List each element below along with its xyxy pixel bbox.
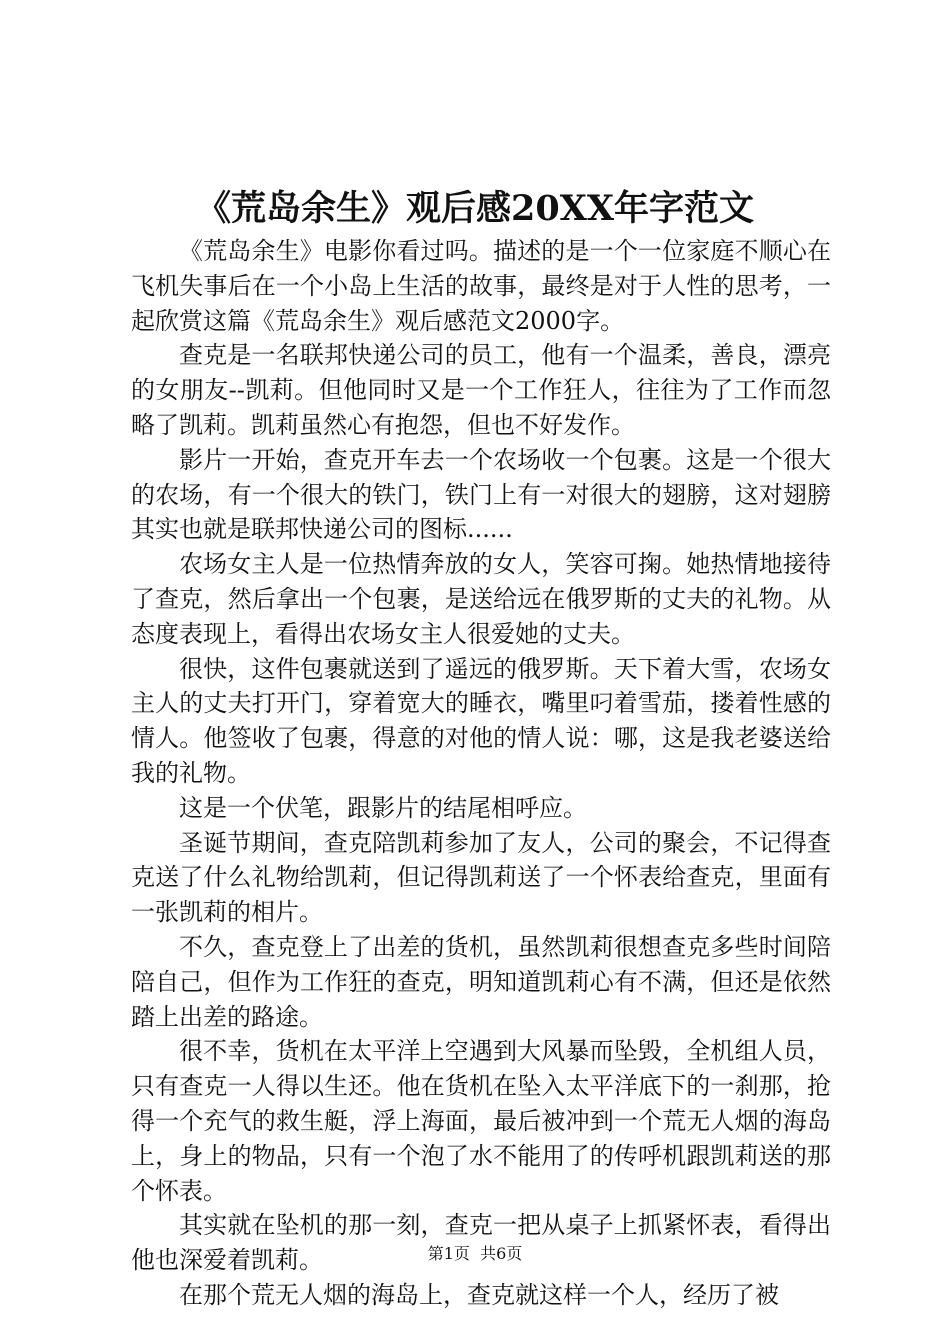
paragraph: 农场女主人是一位热情奔放的女人，笑容可掬。她热情地接待了查克，然后拿出一个包裹，是送给远在俄罗斯的丈夫的礼物。从态度表现上，看得出农场女主人很爱她的丈夫。 xyxy=(131,550,831,648)
paragraph: 不久，查克登上了出差的货机，虽然凯莉很想查克多些时间陪陪自己，但作为工作狂的查克，明知道凯莉心有不满，但还是依然踏上出差的路途。 xyxy=(131,932,831,1031)
paragraph: 在那个荒无人烟的海岛上，查克就这样一个人，经历了被 xyxy=(179,1280,779,1309)
page-total: 共6页 xyxy=(480,1244,523,1263)
page-footer xyxy=(0,1242,950,1266)
paragraph: 圣诞节期间，查克陪凯莉参加了友人，公司的聚会，不记得查克送了什么礼物给凯莉，但记得凯莉送了一个怀表给查克，里面有一张凯莉的相片。 xyxy=(131,828,831,927)
paragraph: 其实就在坠机的那一刻，查克一把从桌子上抓紧怀表，看得出他也深爱着凯莉。 xyxy=(131,1211,831,1275)
paragraph: 这是一个伏笔，跟影片的结尾相呼应。 xyxy=(179,793,587,822)
document-body xyxy=(131,234,831,1313)
page-number: 第1页 xyxy=(427,1244,470,1263)
document-title: 《荒岛余生》观后感20XX年字范文 xyxy=(195,188,755,229)
paragraph: 影片一开始，查克开车去一个农场收一个包裹。这是一个很大的农场，有一个很大的铁门，铁门上有一对很大的翅膀，这对翅膀其实也就是联邦快递公司的图标...... xyxy=(131,445,831,544)
paragraph: 查克是一名联邦快递公司的员工，他有一个温柔，善良，漂亮的女朋友--凯莉。但他同时又是一个工作狂人，往往为了工作而忽略了凯莉。凯莉虽然心有抱怨，但也不好发作。 xyxy=(131,341,831,439)
paragraph: 《荒岛余生》电影你看过吗。描述的是一个一位家庭不顺心在飞机失事后在一个小岛上生活的故事，最终是对于人性的思考，一起欣赏这篇《荒岛余生》观后感范文2000字。 xyxy=(131,237,831,335)
paragraph: 很不幸，货机在太平洋上空遇到大风暴而坠毁，全机组人员，只有查克一人得以生还。他在货机在坠入太平洋底下的一刹那，抢得一个充气的救生艇，浮上海面，最后被冲到一个荒无人烟的海岛上，身上的物品，只有一个泡了水不能用了的传呼机跟凯莉送的那个怀表。 xyxy=(131,1037,831,1205)
paragraph: 很快，这件包裹就送到了遥远的俄罗斯。天下着大雪，农场女主人的丈夫打开门，穿着宽大的睡衣，嘴里叼着雪茄，搂着性感的情人。他签收了包裹，得意的对他的情人说：哪，这是我老婆送给我的礼物。 xyxy=(131,654,831,787)
